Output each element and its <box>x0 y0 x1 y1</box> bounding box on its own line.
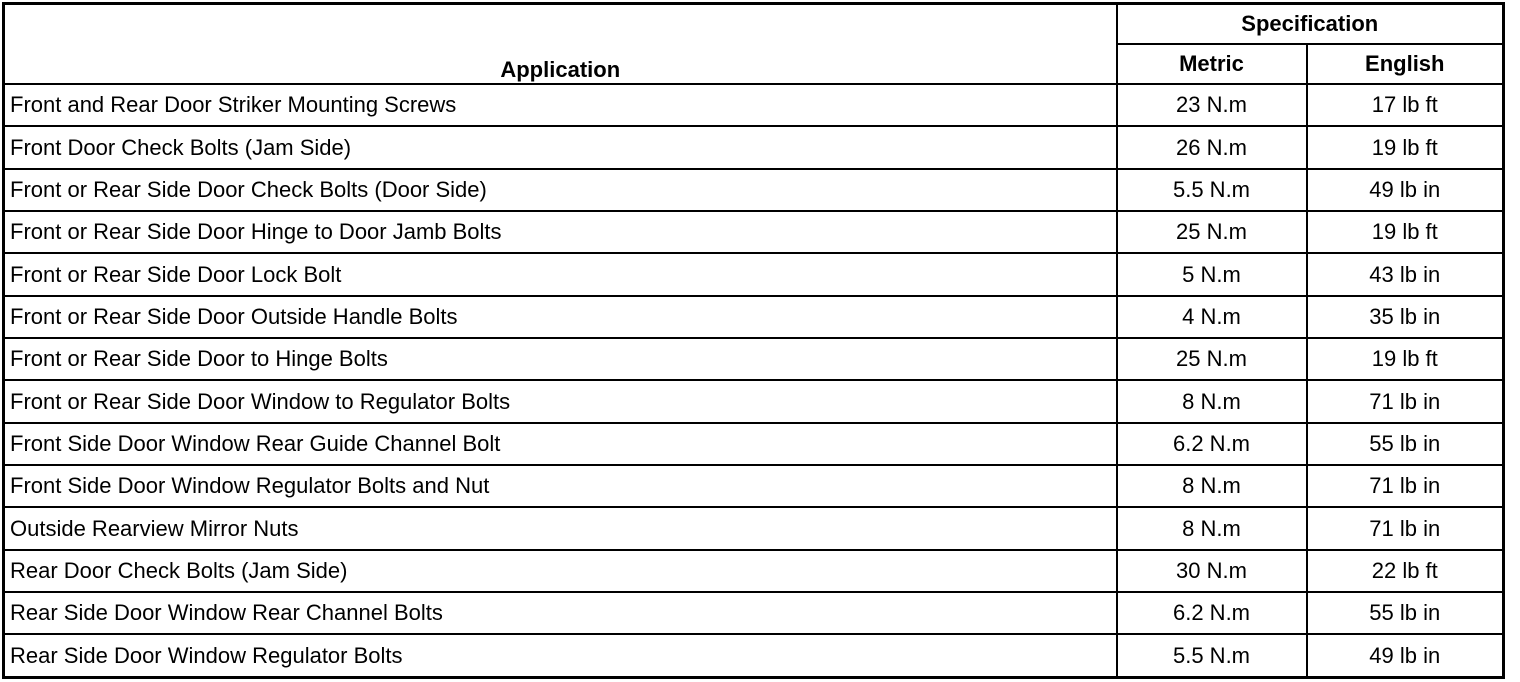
application-cell: Front or Rear Side Door Outside Handle Bolts <box>4 296 1117 338</box>
metric-cell: 8 N.m <box>1117 465 1307 507</box>
application-cell: Front or Rear Side Door to Hinge Bolts <box>4 338 1117 380</box>
english-header: English <box>1307 44 1504 84</box>
application-cell: Front Door Check Bolts (Jam Side) <box>4 126 1117 168</box>
english-cell: 19 lb ft <box>1307 126 1504 168</box>
application-header: Application <box>4 4 1117 85</box>
metric-cell: 6.2 N.m <box>1117 423 1307 465</box>
english-cell: 17 lb ft <box>1307 84 1504 126</box>
english-cell: 19 lb ft <box>1307 338 1504 380</box>
english-cell: 35 lb in <box>1307 296 1504 338</box>
english-cell: 49 lb in <box>1307 169 1504 211</box>
english-cell: 55 lb in <box>1307 423 1504 465</box>
specification-header: Specification <box>1117 4 1504 45</box>
metric-cell: 26 N.m <box>1117 126 1307 168</box>
table-row <box>4 465 1504 507</box>
application-cell: Front or Rear Side Door Window to Regulator Bolts <box>4 380 1117 422</box>
table-row <box>4 126 1504 168</box>
application-cell: Front Side Door Window Rear Guide Channel Bolt <box>4 423 1117 465</box>
table-row <box>4 592 1504 634</box>
table-row <box>4 169 1504 211</box>
metric-cell: 5 N.m <box>1117 253 1307 295</box>
metric-cell: 5.5 N.m <box>1117 634 1307 677</box>
english-cell: 49 lb in <box>1307 634 1504 677</box>
metric-cell: 25 N.m <box>1117 338 1307 380</box>
english-cell: 71 lb in <box>1307 380 1504 422</box>
table-row <box>4 296 1504 338</box>
application-cell: Rear Door Check Bolts (Jam Side) <box>4 550 1117 592</box>
english-cell: 43 lb in <box>1307 253 1504 295</box>
table-row <box>4 211 1504 253</box>
metric-header: Metric <box>1117 44 1307 84</box>
english-cell: 71 lb in <box>1307 465 1504 507</box>
english-cell: 22 lb ft <box>1307 550 1504 592</box>
application-cell: Front or Rear Side Door Check Bolts (Door Side) <box>4 169 1117 211</box>
table-row <box>4 423 1504 465</box>
application-cell: Rear Side Door Window Regulator Bolts <box>4 634 1117 677</box>
metric-cell: 5.5 N.m <box>1117 169 1307 211</box>
table-row <box>4 253 1504 295</box>
application-cell: Outside Rearview Mirror Nuts <box>4 507 1117 549</box>
application-cell: Front or Rear Side Door Lock Bolt <box>4 253 1117 295</box>
table-row <box>4 550 1504 592</box>
table-row <box>4 84 1504 126</box>
table-row <box>4 338 1504 380</box>
metric-cell: 30 N.m <box>1117 550 1307 592</box>
application-cell: Rear Side Door Window Rear Channel Bolts <box>4 592 1117 634</box>
metric-cell: 8 N.m <box>1117 507 1307 549</box>
metric-cell: 6.2 N.m <box>1117 592 1307 634</box>
application-cell: Front and Rear Door Striker Mounting Screws <box>4 84 1117 126</box>
table-row <box>4 507 1504 549</box>
metric-cell: 8 N.m <box>1117 380 1307 422</box>
metric-cell: 25 N.m <box>1117 211 1307 253</box>
english-cell: 55 lb in <box>1307 592 1504 634</box>
header-row-top <box>4 4 1504 45</box>
fastener-spec-table <box>2 2 1505 679</box>
english-cell: 71 lb in <box>1307 507 1504 549</box>
spec-table-body <box>4 84 1504 678</box>
english-cell: 19 lb ft <box>1307 211 1504 253</box>
table-row <box>4 634 1504 677</box>
metric-cell: 23 N.m <box>1117 84 1307 126</box>
application-cell: Front or Rear Side Door Hinge to Door Jamb Bolts <box>4 211 1117 253</box>
metric-cell: 4 N.m <box>1117 296 1307 338</box>
application-cell: Front Side Door Window Regulator Bolts and Nut <box>4 465 1117 507</box>
table-row <box>4 380 1504 422</box>
